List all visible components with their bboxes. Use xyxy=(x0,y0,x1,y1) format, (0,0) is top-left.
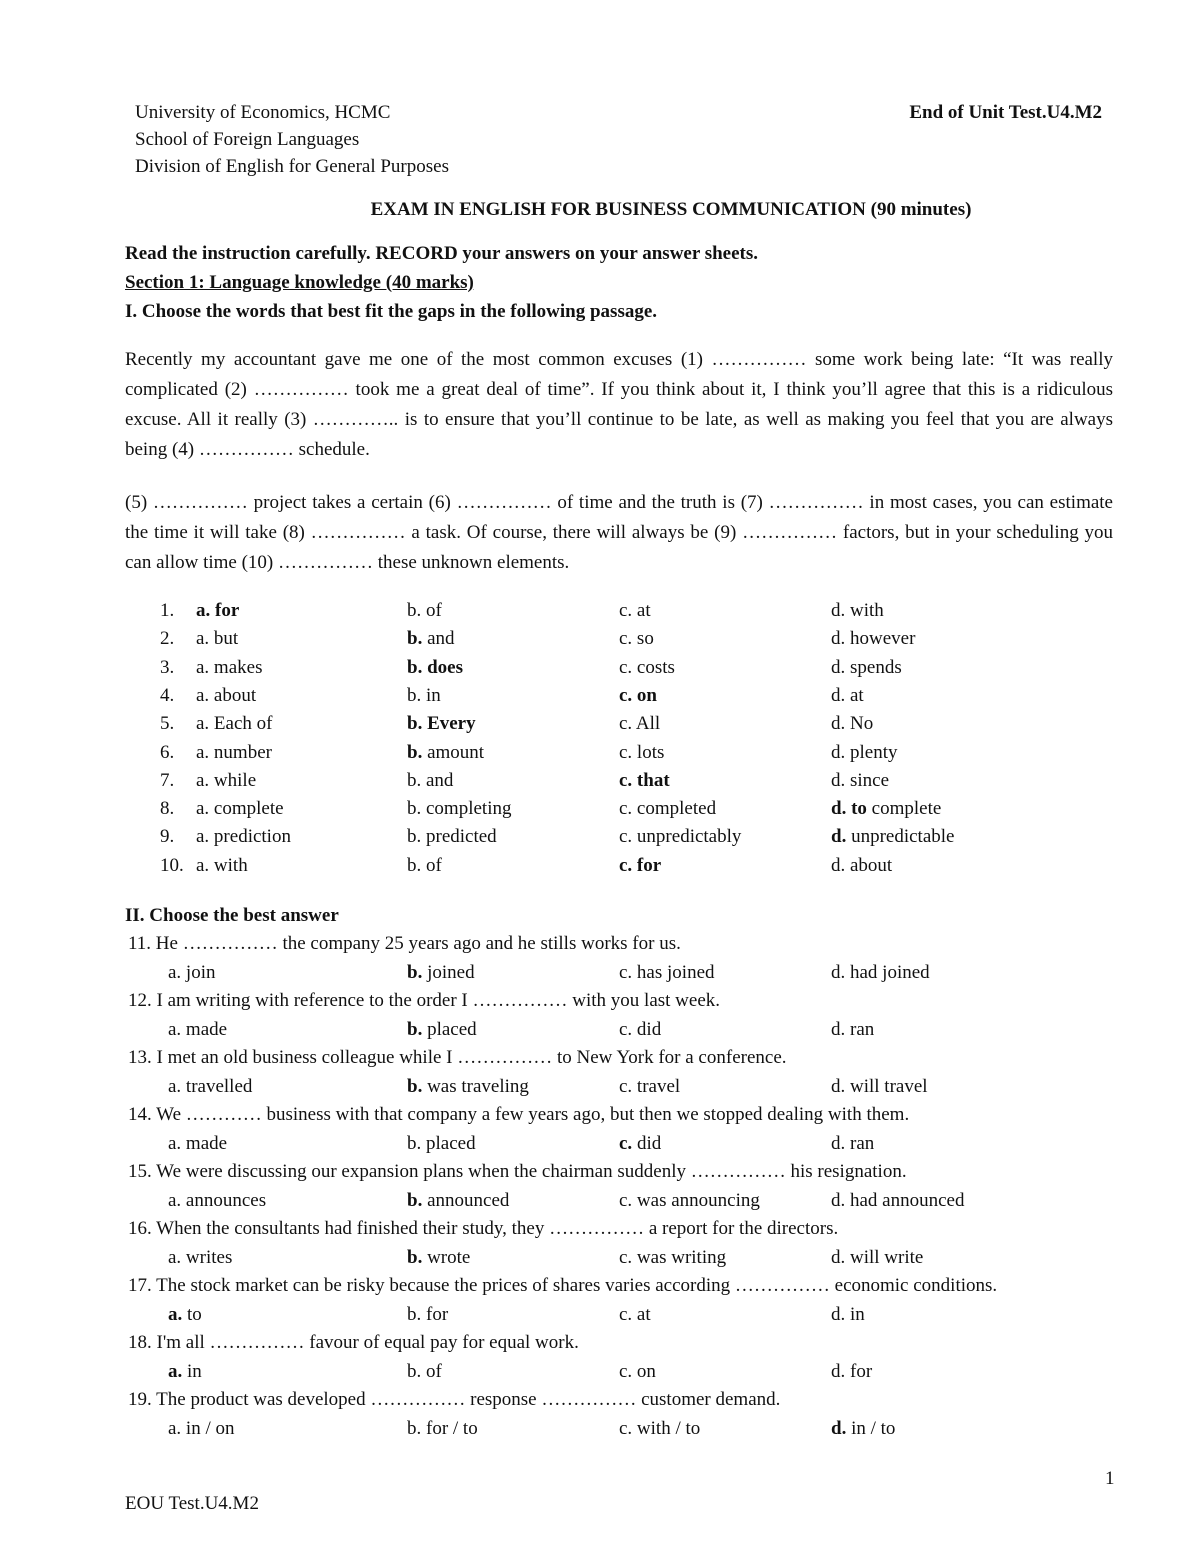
option-row-3 xyxy=(0,657,1200,685)
option-b: b. in xyxy=(407,684,441,706)
option-b: b. amount xyxy=(407,741,485,763)
option-d: d. will write xyxy=(831,1247,924,1268)
option-d: d. for xyxy=(831,1361,873,1382)
option-a: a. to xyxy=(168,1304,202,1325)
option-row-8 xyxy=(0,798,1200,826)
option-b: b. placed xyxy=(407,1133,476,1154)
section1-title: Section 1: Language knowledge (40 marks) xyxy=(125,272,474,293)
option-a: a. about xyxy=(196,684,257,706)
option-a: a. but xyxy=(196,628,239,650)
option-row-2 xyxy=(0,628,1200,656)
option-c: c. did xyxy=(619,1019,662,1040)
passage-paragraph-2: (5) …………… project takes a certain (6) …………… of time and the truth is (7) …………… in most cases, you can estimate the time it will take (8) …………… a task. Of course, there will always be (9) …………… factors, but in your scheduling you can allow time (10) …………… these unknown elements. xyxy=(125,492,1113,573)
option-number: 3. xyxy=(160,656,175,678)
answer-options-17 xyxy=(0,1304,1200,1332)
option-number: 8. xyxy=(160,798,175,820)
option-row-4 xyxy=(0,685,1200,713)
option-d: d. in xyxy=(831,1304,865,1325)
question-12: 12. I am writing with reference to the order I …………… with you last week. xyxy=(128,990,721,1011)
option-d: d. about xyxy=(831,854,893,876)
option-b: b. for / to xyxy=(407,1418,478,1439)
option-d: d. ran xyxy=(831,1019,875,1040)
answer-options-16 xyxy=(0,1247,1200,1275)
part2-title: II. Choose the best answer xyxy=(125,905,339,926)
option-number: 6. xyxy=(160,741,175,763)
option-c: c. at xyxy=(619,1304,651,1325)
question-17: 17. The stock market can be risky because the prices of shares varies according …………… economic conditions. xyxy=(128,1275,998,1296)
option-a: a. for xyxy=(196,600,240,621)
option-number: 4. xyxy=(160,684,175,706)
option-a: a. join xyxy=(168,962,216,983)
option-a: a. Each of xyxy=(196,713,273,735)
option-b: b. completing xyxy=(407,798,512,820)
answer-options-11 xyxy=(0,962,1200,990)
option-d: d. spends xyxy=(831,656,902,678)
option-a: a. complete xyxy=(196,798,284,820)
option-b: b. wrote xyxy=(407,1247,471,1268)
option-number: 10. xyxy=(160,854,184,876)
option-a: a. made xyxy=(168,1019,228,1040)
option-row-5 xyxy=(0,713,1200,741)
school-name: School of Foreign Languages xyxy=(135,129,360,150)
option-b: b. for xyxy=(407,1304,449,1325)
option-a: a. number xyxy=(196,741,272,763)
division-name: Division of English for General Purposes xyxy=(135,156,449,177)
test-code: End of Unit Test.U4.M2 xyxy=(909,102,1102,123)
answer-options-15 xyxy=(0,1190,1200,1218)
option-a: a. announces xyxy=(168,1190,267,1211)
option-c: c. was announcing xyxy=(619,1190,760,1211)
option-number: 5. xyxy=(160,713,175,735)
option-a: a. in / on xyxy=(168,1418,235,1439)
option-d: d. to complete xyxy=(831,798,942,820)
option-d: d. plenty xyxy=(831,741,898,763)
option-c: c. has joined xyxy=(619,962,715,983)
option-c: c. completed xyxy=(619,798,717,820)
answer-options-13 xyxy=(0,1076,1200,1104)
exam-title: EXAM IN ENGLISH FOR BUSINESS COMMUNICATION (90 minutes) xyxy=(370,199,972,220)
answer-options-14 xyxy=(0,1133,1200,1161)
option-b: b. placed xyxy=(407,1019,477,1040)
option-c: c. costs xyxy=(619,656,675,678)
option-b: b. does xyxy=(407,656,463,678)
option-b: b. joined xyxy=(407,962,475,983)
institution-header xyxy=(135,99,449,180)
option-number: 7. xyxy=(160,769,175,791)
answer-options-18 xyxy=(0,1361,1200,1389)
option-d: d. since xyxy=(831,769,890,791)
option-b: b. and xyxy=(407,628,455,650)
option-c: c. on xyxy=(619,1361,656,1382)
option-b: b. was traveling xyxy=(407,1076,529,1097)
option-a: a. while xyxy=(196,769,257,791)
option-b: b. predicted xyxy=(407,826,497,848)
option-c: c. lots xyxy=(619,741,665,763)
university-name: University of Economics, HCMC xyxy=(135,102,391,123)
option-c: c. that xyxy=(619,769,670,791)
option-b: b. of xyxy=(407,600,442,621)
option-c: c. travel xyxy=(619,1076,681,1097)
option-b: b. announced xyxy=(407,1190,510,1211)
option-a: a. with xyxy=(196,854,248,876)
option-a: a. in xyxy=(168,1361,202,1382)
question-16: 16. When the consultants had finished their study, they …………… a report for the directors. xyxy=(128,1218,839,1239)
option-d: d. unpredictable xyxy=(831,826,955,848)
option-a: a. writes xyxy=(168,1247,233,1268)
footer-code: EOU Test.U4.M2 xyxy=(125,1493,259,1514)
option-b: b. of xyxy=(407,1361,442,1382)
option-c: c. so xyxy=(619,628,654,650)
option-c: c. did xyxy=(619,1133,662,1154)
option-d: d. with xyxy=(831,600,884,621)
option-number: 1. xyxy=(160,600,175,621)
option-d: d. ran xyxy=(831,1133,875,1154)
option-d: d. at xyxy=(831,684,864,706)
option-d: d. had announced xyxy=(831,1190,965,1211)
question-18: 18. I'm all …………… favour of equal pay for equal work. xyxy=(128,1332,579,1353)
option-d: d. will travel xyxy=(831,1076,928,1097)
option-b: b. and xyxy=(407,769,454,791)
instruction: Read the instruction carefully. RECORD your answers on your answer sheets. xyxy=(125,243,758,264)
option-a: a. makes xyxy=(196,656,263,678)
option-b: b. of xyxy=(407,854,442,876)
option-row-6 xyxy=(0,742,1200,770)
option-c: c. All xyxy=(619,713,661,735)
option-row-9 xyxy=(0,826,1200,854)
question-19: 19. The product was developed …………… response …………… customer demand. xyxy=(128,1389,781,1410)
question-11: 11. He …………… the company 25 years ago and he stills works for us. xyxy=(128,933,681,954)
question-15: 15. We were discussing our expansion plans when the chairman suddenly …………… his resignation. xyxy=(128,1161,907,1182)
option-c: c. for xyxy=(619,854,662,876)
option-d: d. had joined xyxy=(831,962,930,983)
option-d: d. in / to xyxy=(831,1418,896,1439)
option-c: c. on xyxy=(619,684,657,706)
option-a: a. prediction xyxy=(196,826,291,848)
option-b: b. Every xyxy=(407,713,476,735)
option-row-7 xyxy=(0,770,1200,798)
question-13: 13. I met an old business colleague while I …………… to New York for a conference. xyxy=(128,1047,787,1068)
option-row-10 xyxy=(0,855,1200,883)
passage-paragraph-1: Recently my accountant gave me one of the most common excuses (1) …………… some work being late: “It was really complicated (2) …………… took me a great deal of time”. If you think about it, I think you’ll agree that this is a ridiculous excuse. All it really (3) ………….. is to ensure that you’ll continue to be late, as well as making you feel that you are always being (4) …………… schedule. xyxy=(125,349,1113,460)
option-c: c. with / to xyxy=(619,1418,701,1439)
option-number: 9. xyxy=(160,826,175,848)
option-c: c. at xyxy=(619,600,651,621)
option-c: c. was writing xyxy=(619,1247,727,1268)
option-a: a. travelled xyxy=(168,1076,253,1097)
option-row-1 xyxy=(0,600,1200,628)
page-number: 1 xyxy=(1105,1468,1115,1489)
option-a: a. made xyxy=(168,1133,228,1154)
option-number: 2. xyxy=(160,628,175,650)
question-14: 14. We ………… business with that company a few years ago, but then we stopped dealing with them. xyxy=(128,1104,910,1125)
option-c: c. unpredictably xyxy=(619,826,742,848)
part1-title: I. Choose the words that best fit the gaps in the following passage. xyxy=(125,301,658,322)
answer-options-12 xyxy=(0,1019,1200,1047)
option-d: d. however xyxy=(831,628,916,650)
answer-options-19 xyxy=(0,1418,1200,1446)
option-d: d. No xyxy=(831,713,874,735)
